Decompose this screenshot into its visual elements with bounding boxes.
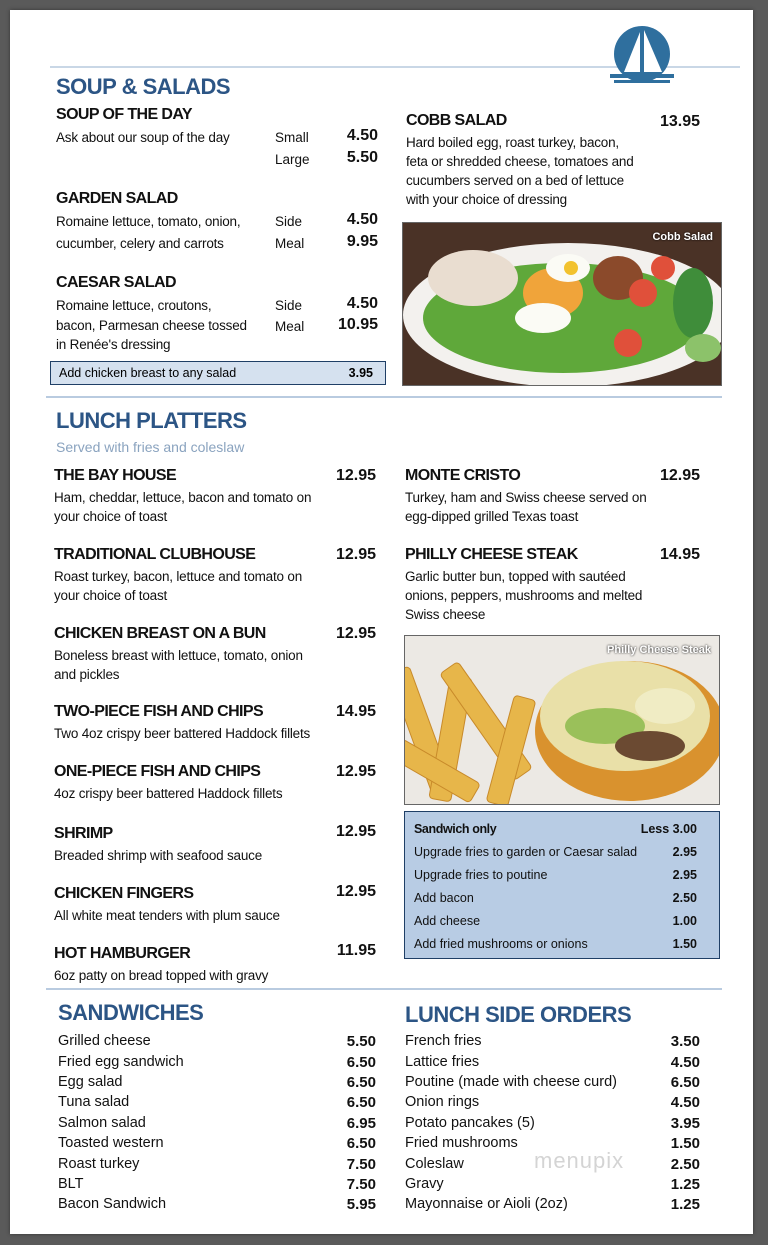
- platter-name: HOT HAMBURGER: [54, 945, 191, 962]
- side-price: 4.50: [670, 1094, 700, 1111]
- platter-name: TRADITIONAL CLUBHOUSE: [54, 546, 256, 563]
- platter-desc: and pickles: [54, 667, 120, 682]
- monte-cristo-name: MONTE CRISTO: [405, 467, 521, 484]
- side-name: Mayonnaise or Aioli (2oz): [405, 1196, 568, 1212]
- platter-price: 12.95: [335, 625, 376, 642]
- caesar-price-meal: 10.95: [337, 316, 378, 333]
- platter-name: CHICKEN FINGERS: [54, 885, 194, 902]
- caesar-salad-desc-2: bacon, Parmesan cheese tossed: [56, 318, 247, 333]
- philly-desc-1: Garlic butter bun, topped with sautéed: [405, 569, 626, 584]
- caesar-size-side: Side: [275, 298, 303, 313]
- sandwich-name: Toasted western: [58, 1135, 164, 1151]
- cobb-salad-name: COBB SALAD: [406, 112, 507, 129]
- menu-page: [10, 10, 753, 1234]
- sandwich-name: Fried egg sandwich: [58, 1054, 184, 1070]
- platter-desc: Breaded shrimp with seafood sauce: [54, 848, 263, 863]
- sandwich-price: 6.95: [346, 1115, 376, 1132]
- sandwich-name: Egg salad: [58, 1074, 123, 1090]
- side-name: Gravy: [405, 1176, 444, 1192]
- sandwich-price: 7.50: [346, 1176, 376, 1193]
- platter-desc: Two 4oz crispy beer battered Haddock fillets: [54, 726, 311, 741]
- cobb-photo-label: Cobb Salad: [652, 231, 713, 243]
- side-price: 1.50: [670, 1135, 700, 1152]
- philly-price: 14.95: [659, 546, 700, 563]
- extra-label: Upgrade fries to garden or Caesar salad: [414, 845, 638, 859]
- section-title-sandwiches: SANDWICHES: [58, 1000, 204, 1025]
- extra-label: Add bacon: [414, 891, 474, 905]
- cobb-salad-price: 13.95: [659, 113, 700, 130]
- cobb-desc-3: cucumbers served on a bed of lettuce: [406, 173, 624, 188]
- extra-price: 2.95: [672, 845, 697, 859]
- side-price: 4.50: [670, 1054, 700, 1071]
- platter-name: TWO-PIECE FISH AND CHIPS: [54, 703, 264, 720]
- platter-price: 12.95: [335, 883, 376, 900]
- divider-lunch: [46, 396, 722, 398]
- garden-salad-name: GARDEN SALAD: [56, 190, 178, 207]
- platter-price: 12.95: [335, 467, 376, 484]
- extra-price: 2.95: [672, 868, 697, 882]
- side-price: 2.50: [670, 1156, 700, 1173]
- salad-addon-label: Add chicken breast to any salad: [59, 366, 237, 380]
- cobb-desc-2: feta or shredded cheese, tomatoes and: [406, 154, 634, 169]
- platter-price: 12.95: [335, 763, 376, 780]
- caesar-salad-desc-3: in Renée's dressing: [56, 337, 171, 352]
- monte-cristo-price: 12.95: [659, 467, 700, 484]
- side-name: Poutine (made with cheese curd): [405, 1074, 617, 1090]
- cobb-salad-image: [403, 223, 721, 385]
- side-name: Onion rings: [405, 1094, 480, 1110]
- platter-desc: Ham, cheddar, lettuce, bacon and tomato on: [54, 490, 312, 505]
- lunch-extras-box: [404, 811, 720, 959]
- soup-desc: Ask about our soup of the day: [56, 130, 230, 145]
- soup-name: SOUP OF THE DAY: [56, 106, 192, 123]
- sandwich-price: 6.50: [346, 1094, 376, 1111]
- platter-price: 14.95: [335, 703, 376, 720]
- lunch-subtitle: Served with fries and coleslaw: [56, 439, 245, 455]
- side-price: 1.25: [670, 1196, 700, 1213]
- philly-desc-2: onions, peppers, mushrooms and melted: [405, 588, 643, 603]
- platter-desc: Roast turkey, bacon, lettuce and tomato on: [54, 569, 303, 584]
- section-title-lunch-platters: LUNCH PLATTERS: [56, 408, 247, 433]
- garden-salad-desc-2: cucumber, celery and carrots: [56, 236, 224, 251]
- philly-desc-3: Swiss cheese: [405, 607, 486, 622]
- soup-size-small: Small: [275, 130, 309, 145]
- platter-desc: your choice of toast: [54, 509, 168, 524]
- platter-price: 12.95: [335, 546, 376, 563]
- platter-name: ONE-PIECE FISH AND CHIPS: [54, 763, 261, 780]
- sandwich-name: Grilled cheese: [58, 1033, 151, 1049]
- platter-desc: 6oz patty on bread topped with gravy: [54, 968, 269, 983]
- sandwich-price: 6.50: [346, 1135, 376, 1152]
- sandwich-price: 6.50: [346, 1074, 376, 1091]
- side-name: Lattice fries: [405, 1054, 480, 1070]
- side-price: 6.50: [670, 1074, 700, 1091]
- garden-salad-desc-1: Romaine lettuce, tomato, onion,: [56, 214, 241, 229]
- side-price: 3.50: [670, 1033, 700, 1050]
- sandwich-name: Bacon Sandwich: [58, 1196, 167, 1212]
- extra-price: Less 3.00: [640, 822, 697, 836]
- side-name: Potato pancakes (5): [405, 1115, 535, 1131]
- salad-addon-price: 3.95: [348, 366, 373, 380]
- extra-label: Add fried mushrooms or onions: [414, 937, 588, 951]
- platter-name: THE BAY HOUSE: [54, 467, 177, 484]
- platter-desc: Boneless breast with lettuce, tomato, onion: [54, 648, 303, 663]
- garden-size-meal: Meal: [275, 236, 305, 251]
- sandwich-name: Tuna salad: [58, 1094, 130, 1110]
- sandwich-price: 5.50: [346, 1033, 376, 1050]
- sandwich-name: BLT: [58, 1176, 84, 1192]
- soup-size-large: Large: [275, 152, 310, 167]
- sandwich-price: 6.50: [346, 1054, 376, 1071]
- side-name: French fries: [405, 1033, 482, 1049]
- platter-desc: 4oz crispy beer battered Haddock fillets: [54, 786, 283, 801]
- caesar-size-meal: Meal: [275, 319, 305, 334]
- extra-price: 2.50: [672, 891, 697, 905]
- side-price: 1.25: [670, 1176, 700, 1193]
- cobb-desc-1: Hard boiled egg, roast turkey, bacon,: [406, 135, 619, 150]
- extra-label: Add cheese: [414, 914, 481, 928]
- caesar-salad-name: CAESAR SALAD: [56, 274, 176, 291]
- soup-price-small: 4.50: [346, 127, 378, 144]
- caesar-price-side: 4.50: [346, 295, 378, 312]
- garden-size-side: Side: [275, 214, 303, 229]
- soup-price-large: 5.50: [346, 149, 378, 166]
- sailboat-logo-icon: [610, 24, 674, 88]
- platter-desc: All white meat tenders with plum sauce: [54, 908, 280, 923]
- caesar-salad-desc-1: Romaine lettuce, croutons,: [56, 298, 212, 313]
- extra-label: Sandwich only: [414, 822, 497, 836]
- garden-price-meal: 9.95: [346, 233, 378, 250]
- monte-cristo-desc-2: egg-dipped grilled Texas toast: [405, 509, 579, 524]
- platter-name: CHICKEN BREAST ON A BUN: [54, 625, 266, 642]
- sandwich-price: 7.50: [346, 1156, 376, 1173]
- side-price: 3.95: [670, 1115, 700, 1132]
- side-name: Fried mushrooms: [405, 1135, 518, 1151]
- philly-image: [405, 636, 719, 804]
- platter-price: 12.95: [335, 823, 376, 840]
- sandwich-name: Roast turkey: [58, 1156, 140, 1172]
- extra-price: 1.50: [672, 937, 697, 951]
- extra-price: 1.00: [672, 914, 697, 928]
- side-name: Coleslaw: [405, 1156, 464, 1172]
- salad-addon-box: [50, 361, 386, 385]
- philly-name: PHILLY CHEESE STEAK: [405, 546, 578, 563]
- section-title-soup-salads: SOUP & SALADS: [56, 74, 231, 99]
- garden-price-side: 4.50: [346, 211, 378, 228]
- platter-price: 11.95: [336, 942, 376, 959]
- philly-photo-label: Philly Cheese Steak: [607, 644, 711, 656]
- cobb-desc-4: with your choice of dressing: [406, 192, 567, 207]
- sandwich-price: 5.95: [346, 1196, 376, 1213]
- monte-cristo-desc-1: Turkey, ham and Swiss cheese served on: [405, 490, 647, 505]
- section-title-side-orders: LUNCH SIDE ORDERS: [405, 1002, 632, 1027]
- sandwich-name: Salmon salad: [58, 1115, 146, 1131]
- platter-desc: your choice of toast: [54, 588, 168, 603]
- cobb-salad-photo: [402, 222, 722, 386]
- divider-sandwiches: [46, 988, 722, 990]
- philly-photo: [404, 635, 720, 805]
- extra-label: Upgrade fries to poutine: [414, 868, 548, 882]
- platter-name: SHRIMP: [54, 825, 113, 842]
- menupix-watermark: menupix: [534, 1148, 625, 1173]
